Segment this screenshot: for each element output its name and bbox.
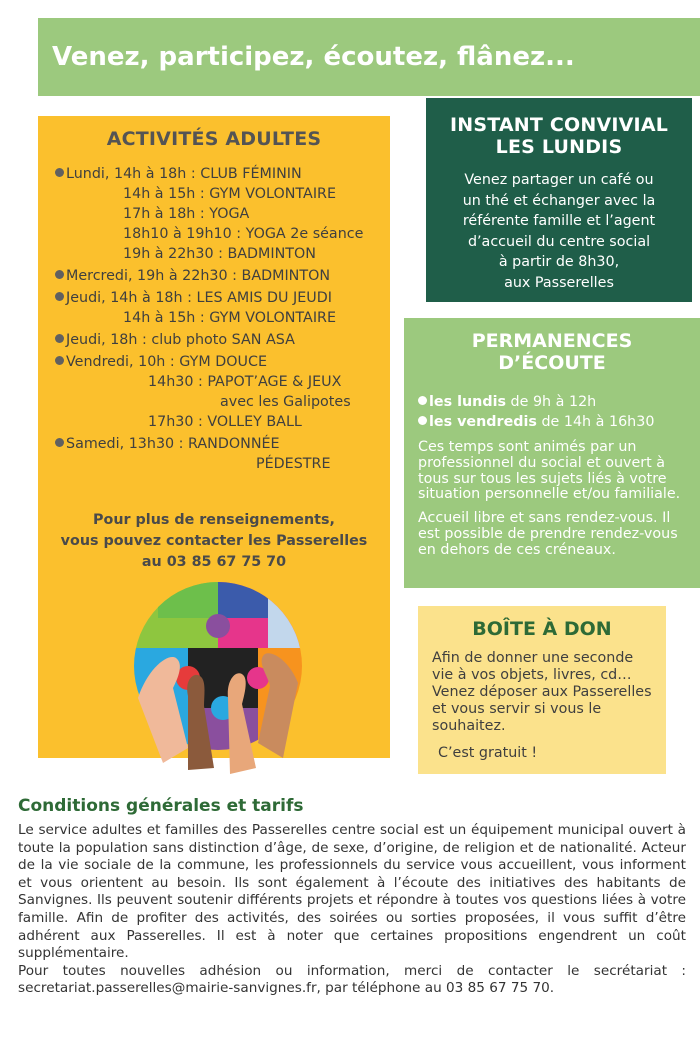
bullet-icon	[55, 438, 64, 447]
activity-group-samedi	[38, 434, 390, 474]
convivial-line: aux Passerelles	[504, 274, 614, 291]
convivial-text	[426, 170, 692, 293]
activites-adultes-panel	[38, 116, 390, 758]
bullet-icon	[418, 416, 427, 425]
conditions-paragraph: Le service adultes et familles des Passerelles centre social est un équipement municipal ouvert à toute la population sans distinction d’âge, de sexe, d’origine, de religion et de nationalité. Acteur de la vie sociale de la commune, les professionnels du service vous accueillent, vous informent et vous orientent au besoin. Ils sont également à l’écoute des initiatives des habitants de Sanvignes. Ils peuvent soutenir différents projets et répondre à toutes vos questions liées à votre famille. Afin de profiter des activités, des soirées ou sorties proposées, il vous suffit d’être adhérent aux Passerelles. Il est à noter que certaines propositions engendrent un coût supplémentaire.	[18, 822, 686, 962]
bullet-icon	[55, 356, 64, 365]
convivial-line: un thé et échanger avec la	[462, 192, 656, 209]
banner	[38, 18, 700, 96]
convivial-line: d’accueil du centre social	[467, 233, 651, 250]
activity-text: avec les Galipotes	[220, 394, 351, 410]
conditions-section	[18, 794, 686, 998]
activity-text: Mercredi, 19h à 22h30 : BADMINTON	[66, 268, 331, 284]
permanence-hours: de 14h à 16h30	[541, 414, 655, 430]
activity-line	[38, 454, 390, 474]
activity-line	[38, 308, 390, 328]
convivial-title-line: LES LUNDIS	[495, 136, 623, 158]
activity-text: Samedi, 13h30 : RANDONNÉE	[66, 436, 280, 452]
bullet-icon	[55, 168, 64, 177]
activity-text: Jeudi, 18h : club photo SAN ASA	[66, 332, 295, 348]
activity-line	[38, 352, 390, 372]
convivial-line: référente famille et l’agent	[462, 213, 656, 229]
activity-line	[38, 244, 390, 264]
convivial-line: Venez partager un café ou	[464, 172, 654, 188]
permanence-slot	[404, 412, 700, 432]
activity-line	[38, 372, 390, 392]
banner-title: Venez, participez, écoutez, flânez...	[52, 42, 575, 72]
bullet-icon	[55, 334, 64, 343]
convivial-title-line: INSTANT CONVIVIAL	[449, 114, 669, 136]
activity-line	[38, 288, 390, 308]
activity-line	[38, 392, 390, 412]
boite-title: BOÎTE À DON	[472, 618, 612, 640]
activity-text: 17h à 18h : YOGA	[123, 206, 250, 222]
convivial-title	[426, 114, 692, 158]
activity-text: Vendredi, 10h : GYM DOUCE	[66, 354, 267, 370]
contact-info	[38, 510, 390, 573]
permanences-slots	[404, 392, 700, 432]
activity-text: 17h30 : VOLLEY BALL	[148, 414, 302, 430]
contact-phone: au 03 85 67 75 70	[141, 554, 287, 570]
convivial-line: à partir de 8h30,	[498, 254, 620, 270]
permanence-day: les vendredis	[429, 414, 537, 430]
activites-title: ACTIVITÉS ADULTES	[106, 128, 322, 150]
activity-line	[38, 434, 390, 454]
activity-line	[38, 412, 390, 432]
bullet-icon	[55, 292, 64, 301]
activity-group-mercredi	[38, 266, 390, 286]
permanences-title-line: PERMANENCES	[471, 330, 633, 352]
permanences-title-line: D’ÉCOUTE	[498, 352, 606, 374]
boite-a-don-panel	[418, 606, 666, 774]
activity-group-vendredi	[38, 352, 390, 432]
permanences-paragraph: Ces temps sont animés par un professionnel du social et ouvert à tous sur tous les sujets liés à votre situation personnelle et/ou familiale.	[418, 439, 681, 503]
activity-group-lundi	[38, 164, 390, 264]
permanences-ecoute-panel	[404, 318, 700, 588]
activity-line	[38, 164, 390, 184]
activity-line	[38, 330, 390, 350]
permanence-day: les lundis	[429, 394, 506, 410]
contact-line: Pour plus de renseignements,	[93, 512, 335, 528]
activity-text: PÉDESTRE	[256, 456, 331, 472]
activity-group-jeudi-photo	[38, 330, 390, 350]
activity-text: 14h30 : PAPOT’AGE & JEUX	[148, 374, 342, 390]
activity-text: 14h à 15h : GYM VOLONTAIRE	[123, 186, 337, 202]
puzzle-hands-illustration	[118, 578, 318, 778]
activity-text: 18h10 à 19h10 : YOGA 2e séance	[123, 226, 364, 242]
boite-gratuit: C’est gratuit !	[438, 745, 538, 761]
bullet-icon	[55, 270, 64, 279]
activity-text: 19h à 22h30 : BADMINTON	[123, 246, 316, 262]
activity-text: 14h à 15h : GYM VOLONTAIRE	[123, 310, 337, 326]
activity-text: Lundi, 14h à 18h : CLUB FÉMININ	[66, 166, 302, 182]
activity-line	[38, 266, 390, 286]
bullet-icon	[418, 396, 427, 405]
permanences-title	[404, 330, 700, 374]
activites-list	[38, 164, 390, 474]
activity-line	[38, 224, 390, 244]
activity-line	[38, 204, 390, 224]
conditions-title: Conditions générales et tarifs	[18, 796, 304, 816]
boite-text: Afin de donner une seconde vie à vos objets, livres, cd… Venez déposer aux Passerelles et vous servir si vous le souhaitez.	[432, 650, 652, 734]
conditions-contact: Pour toutes nouvelles adhésion ou information, merci de contacter le secrétariat : secretariat.passerelles@mairie-sanvignes.fr, par téléphone au 03 85 67 75 70.	[18, 962, 686, 997]
permanences-paragraph: Accueil libre et sans rendez-vous. Il est possible de prendre rendez-vous en dehors de ces créneaux.	[418, 510, 678, 558]
activity-text: Jeudi, 14h à 18h : LES AMIS DU JEUDI	[66, 290, 333, 306]
instant-convivial-panel	[426, 98, 692, 302]
activity-group-jeudi	[38, 288, 390, 328]
permanence-slot	[404, 392, 700, 412]
contact-line: vous pouvez contacter les Passerelles	[60, 533, 368, 549]
activity-line	[38, 184, 390, 204]
permanence-hours: de 9h à 12h	[510, 394, 597, 410]
